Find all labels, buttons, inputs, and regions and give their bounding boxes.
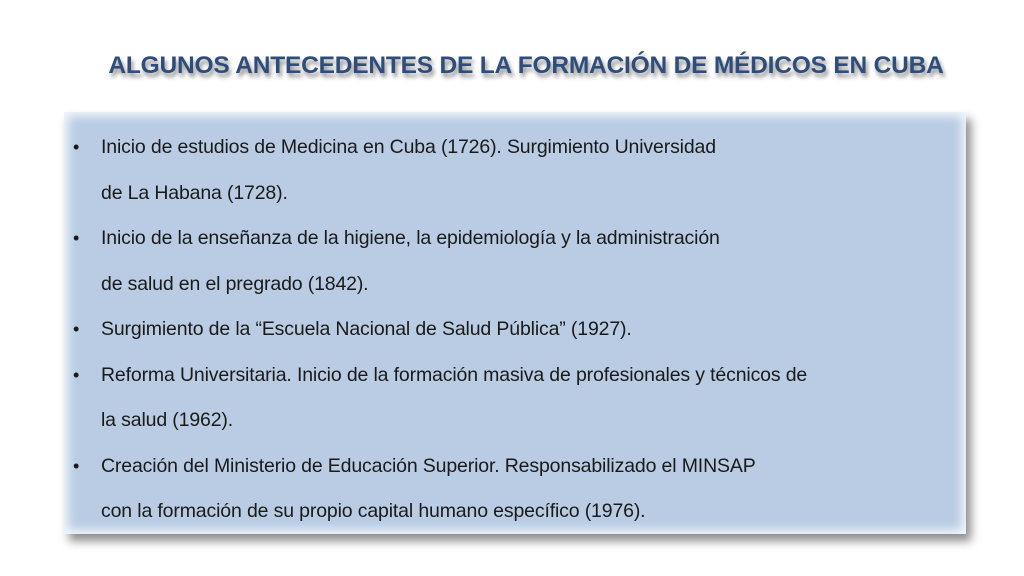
bullet-icon: • xyxy=(73,228,80,248)
bullet-item xyxy=(64,307,966,353)
bullet-text-line: de La Habana (1728). xyxy=(101,181,288,204)
bullet-text-line: Inicio de la enseñanza de la higiene, la epidemiología y la administración xyxy=(101,227,720,249)
bullet-item xyxy=(64,444,966,535)
bullet-item xyxy=(64,125,966,216)
bullet-item xyxy=(64,216,966,307)
bullet-icon: • xyxy=(73,364,80,385)
bullet-icon: • xyxy=(73,319,80,339)
bullet-text-line: Inicio de estudios de Medicina en Cuba (1726). Surgimiento Universidad xyxy=(101,136,716,158)
slide-title: ALGUNOS ANTECEDENTES DE LA FORMACIÓN DE MÉDICOS EN CUBA xyxy=(108,52,944,79)
content-box xyxy=(64,112,966,534)
bullet-item xyxy=(64,353,966,444)
bullet-list xyxy=(64,125,966,535)
bullet-text-line: la salud (1962). xyxy=(101,409,234,431)
bullet-text-line: Creación del Ministerio de Educación Superior. Responsabilizado el MINSAP xyxy=(101,454,756,477)
bullet-icon: • xyxy=(73,137,80,157)
bullet-text-line: Reforma Universitaria. Inicio de la formación masiva de profesionales y técnicos de xyxy=(101,363,808,386)
bullet-text-line: de salud en el pregrado (1842). xyxy=(101,272,369,295)
bullet-text-line: Surgimiento de la “Escuela Nacional de Salud Pública” (1927). xyxy=(101,318,632,340)
bullet-icon: • xyxy=(73,455,80,476)
bullet-text-line: con la formación de su propio capital humano específico (1976). xyxy=(101,500,646,522)
